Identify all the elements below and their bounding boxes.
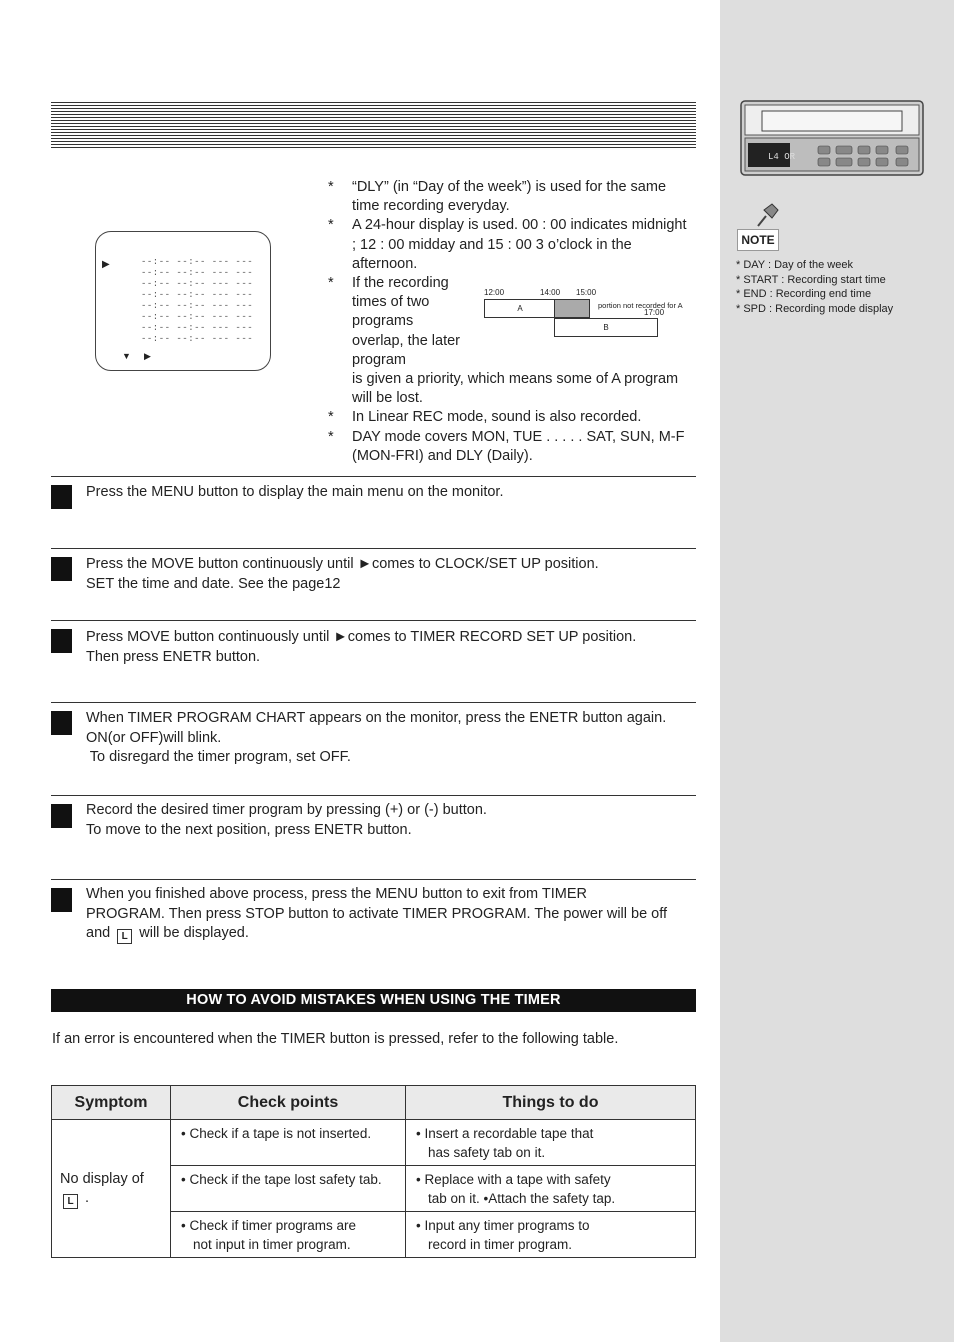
step-text: When TIMER PROGRAM CHART appears on the monitor, press the ENETR button again. ON(or OFF)will blink. To disregard the timer program, set OFF. xyxy=(86,710,667,765)
column-header: Symptom xyxy=(52,1086,171,1120)
pin-icon xyxy=(752,200,782,230)
timer-row: --:-- --:-- --- --- xyxy=(141,268,254,278)
note-bullet: * In Linear REC mode, sound is also recorded. xyxy=(328,409,642,426)
tv-screen xyxy=(95,231,271,371)
step-number-marker xyxy=(51,888,72,912)
timer-row: --:-- --:-- --- --- xyxy=(141,323,254,333)
time-label: 12:00 xyxy=(484,288,505,297)
down-arrow-icon: ▼ xyxy=(122,351,131,361)
header-rule xyxy=(51,102,696,149)
note-label: NOTE xyxy=(737,229,779,251)
note-list xyxy=(736,258,893,316)
step-divider xyxy=(51,879,696,880)
check-cell: • Check if the tape lost safety tab. xyxy=(171,1166,406,1212)
time-label: 17:00 xyxy=(644,308,665,317)
timer-standby-icon: L xyxy=(63,1194,78,1209)
time-label: 14:00 xyxy=(540,288,561,297)
section-title: HOW TO AVOID MISTAKES WHEN USING THE TIMER xyxy=(51,989,696,1012)
check-cell: • Check if timer programs are not input in timer program. xyxy=(171,1212,406,1258)
intro-text: If an error is encountered when the TIMER button is pressed, refer to the following table. xyxy=(52,1031,619,1047)
step-divider xyxy=(51,795,696,796)
timer-row: --:-- --:-- --- --- xyxy=(141,334,254,344)
timer-row: --:-- --:-- --- --- xyxy=(141,312,254,322)
check-cell: • Check if a tape is not inserted. xyxy=(171,1120,406,1166)
note-bullet: * If the recording times of two programs overlap, the later program xyxy=(328,275,461,368)
note-bullet: * DAY mode covers MON, TUE . . . . . SAT, SUN, M-F (MON-FRI) and DLY (Daily). xyxy=(328,428,685,464)
step-number-marker xyxy=(51,711,72,735)
step-number-marker xyxy=(51,629,72,653)
note-item: * END : Recording end time xyxy=(736,288,872,300)
svg-text:L4 OR: L4 OR xyxy=(768,152,796,162)
program-a-bar: A xyxy=(484,299,556,318)
note-item: * START : Recording start time xyxy=(736,273,886,286)
step-text: Press MOVE button continuously until ►comes to TIMER RECORD SET UP position. Then press ENETR button. xyxy=(86,629,637,665)
todo-cell: • Insert a recordable tape that has safety tab on it. xyxy=(406,1120,696,1166)
table-header-row xyxy=(52,1086,696,1120)
timer-standby-icon: L xyxy=(117,929,132,944)
symptom-cell: No display of L . xyxy=(52,1120,171,1258)
overlap-label: portion not recorded for A xyxy=(598,301,683,310)
step-text: Record the desired timer program by pressing (+) or (-) button. To move to the next position, press ENETR button. xyxy=(86,802,487,838)
step-divider xyxy=(51,548,696,549)
table-row xyxy=(52,1120,696,1166)
step-number-marker xyxy=(51,557,72,581)
note-bullet-cont: is given a priority, which means some of A program will be lost. xyxy=(352,371,679,407)
note-bullet: * “DLY” (in “Day of the week”) is used for the same time recording everyday. xyxy=(328,179,667,215)
overlap-diagram xyxy=(480,284,695,342)
timer-row: --:-- --:-- --- --- xyxy=(141,301,254,311)
program-b-bar: B xyxy=(554,318,658,337)
timer-row: --:-- --:-- --- --- xyxy=(141,279,254,289)
time-label: 15:00 xyxy=(576,288,597,297)
step-number-marker xyxy=(51,804,72,828)
note-bullet: * A 24-hour display is used. 00 : 00 indicates midnight ; 12 : 00 midday and 15 : 00 3 o’clock in the afternoon. xyxy=(328,217,687,272)
step-text: Press the MOVE button continuously until ►comes to CLOCK/SET UP position. SET the time and date. See the page12 xyxy=(86,556,599,592)
troubleshooting-table xyxy=(51,1085,696,1258)
todo-cell: • Input any timer programs to record in timer program. xyxy=(406,1212,696,1258)
column-header: Things to do xyxy=(406,1086,696,1120)
step-text: When you finished above process, press the MENU button to exit from TIMER PROGRAM. Then press STOP button to activate TIMER PROGRAM. The power will be off and L will be displayed. xyxy=(86,886,668,942)
right-arrow-icon: ▶ xyxy=(144,351,151,361)
note-item: * SPD : Recording mode display xyxy=(736,302,894,315)
step-divider xyxy=(51,620,696,621)
step-divider xyxy=(51,702,696,703)
overlap-bar xyxy=(554,299,590,318)
timer-row: --:-- --:-- --- --- xyxy=(141,290,254,300)
timer-row: --:-- --:-- --- --- xyxy=(141,257,254,267)
step-text: Press the MENU button to display the main menu on the monitor. xyxy=(86,484,504,500)
step-divider xyxy=(51,476,696,477)
cursor-arrow-icon: ▶ xyxy=(102,259,110,270)
step-number-marker xyxy=(51,485,72,509)
note-item: * DAY : Day of the week xyxy=(736,259,853,271)
vcr-illustration xyxy=(740,100,924,176)
column-header: Check points xyxy=(171,1086,406,1120)
todo-cell: • Replace with a tape with safety tab on it. •Attach the safety tap. xyxy=(406,1166,696,1212)
